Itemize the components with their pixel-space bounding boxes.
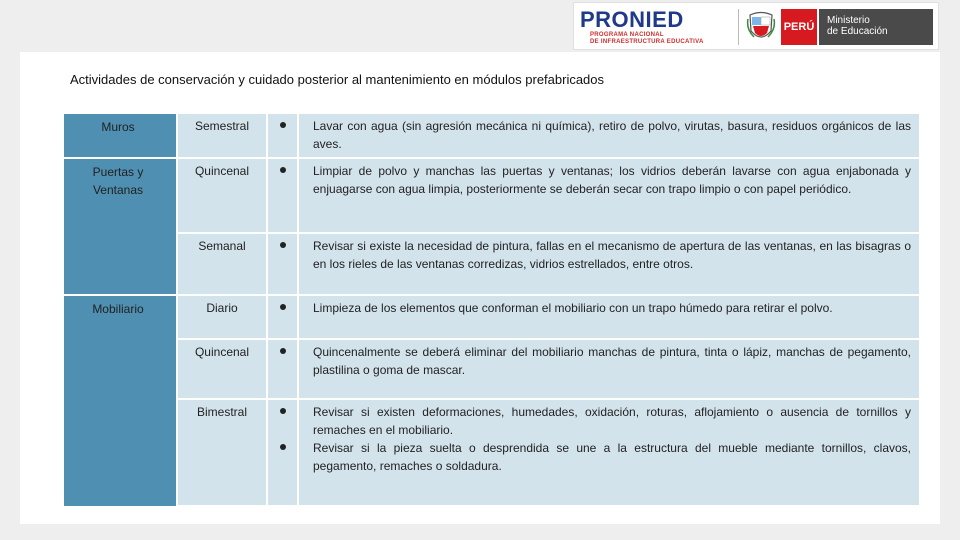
frequency-cell: Diario — [177, 295, 267, 339]
description-text: Limpieza de los elementos que conforman el mobiliario con un trapo húmedo para retirar el polvo. — [313, 301, 833, 315]
description-text: Revisar si la pieza suelta o desprendida se une a la estructura del mueble mediante tornillos, clavos, pegamento, remaches o soldadura. — [313, 441, 911, 473]
description-cell — [298, 295, 920, 339]
pronied-logo — [580, 7, 730, 47]
description-cell — [298, 114, 920, 158]
ministry-label — [819, 9, 933, 45]
bullet-cell — [267, 339, 298, 399]
pronied-logo-subtitle-2: DE INFRAESTRUCTURA EDUCATIVA — [590, 39, 704, 45]
description-cell — [298, 399, 920, 506]
frequency-cell: Semestral — [177, 114, 267, 158]
bullet-cell — [267, 233, 298, 295]
frequency-cell: Bimestral — [177, 399, 267, 506]
header-logos — [573, 2, 939, 50]
ministry-line-2: de Educación — [827, 26, 888, 37]
bullet-cell — [267, 295, 298, 339]
bullet-icon — [280, 304, 286, 310]
bullet-icon — [280, 242, 286, 248]
description-text: Revisar si existen deformaciones, humedades, oxidación, roturas, aflojamiento o ausencia de tornillos y remaches en el mobiliario. — [313, 405, 911, 437]
peru-label: PERÚ — [781, 9, 817, 45]
frequency-cell: Semanal — [177, 233, 267, 295]
table-row — [64, 339, 920, 399]
bullet-icon — [280, 444, 286, 450]
table-row — [64, 114, 920, 158]
table-row — [64, 233, 920, 295]
bullet-cell — [267, 399, 298, 506]
bullet-cell — [267, 114, 298, 158]
description-text: Lavar con agua (sin agresión mecánica ni química), retiro de polvo, virutas, basura, residuos orgánicos de las aves. — [313, 119, 911, 151]
category-cell-puertas-ventanas: Puertas y Ventanas — [64, 158, 177, 295]
pronied-logo-subtitle-1: PROGRAMA NACIONAL — [590, 32, 664, 38]
table-row — [64, 158, 920, 233]
logo-divider — [738, 9, 739, 45]
bullet-icon — [280, 348, 286, 354]
pronied-logo-text: PRONIED — [580, 7, 684, 32]
bullet-icon — [280, 122, 286, 128]
bullet-cell — [267, 158, 298, 233]
description-text: Revisar si existe la necesidad de pintura, fallas en el mecanismo de apertura de las ventanas, en las bisagras o en los rieles de las ventanas corredizas, vidrios estrellados, entre otros. — [313, 239, 911, 271]
table-row — [64, 295, 920, 339]
description-text: Quincenalmente se deberá eliminar del mobiliario manchas de pintura, tinta o lápiz, manchas de pegamento, plastilina o goma de mascar. — [313, 345, 911, 377]
slide-title: Actividades de conservación y cuidado posterior al mantenimiento en módulos prefabricados — [70, 72, 605, 87]
description-text: Limpiar de polvo y manchas las puertas y ventanas; los vidrios deberán lavarse con agua enjabonada y enjuagarse con agua limpia, posteriormente se deberán secar con trapo limpio o con papel periódico. — [313, 164, 911, 196]
peru-coat-of-arms-icon — [746, 9, 776, 45]
bullet-icon — [280, 167, 286, 173]
frequency-cell: Quincenal — [177, 158, 267, 233]
category-cell-mobiliario: Mobiliario — [64, 295, 177, 506]
category-cell-muros: Muros — [64, 114, 177, 158]
frequency-cell: Quincenal — [177, 339, 267, 399]
ministry-line-1: Ministerio — [827, 15, 870, 26]
description-cell — [298, 339, 920, 399]
activities-table — [64, 114, 921, 507]
description-cell — [298, 233, 920, 295]
bullet-icon — [280, 408, 286, 414]
description-cell — [298, 158, 920, 233]
table-row — [64, 399, 920, 506]
